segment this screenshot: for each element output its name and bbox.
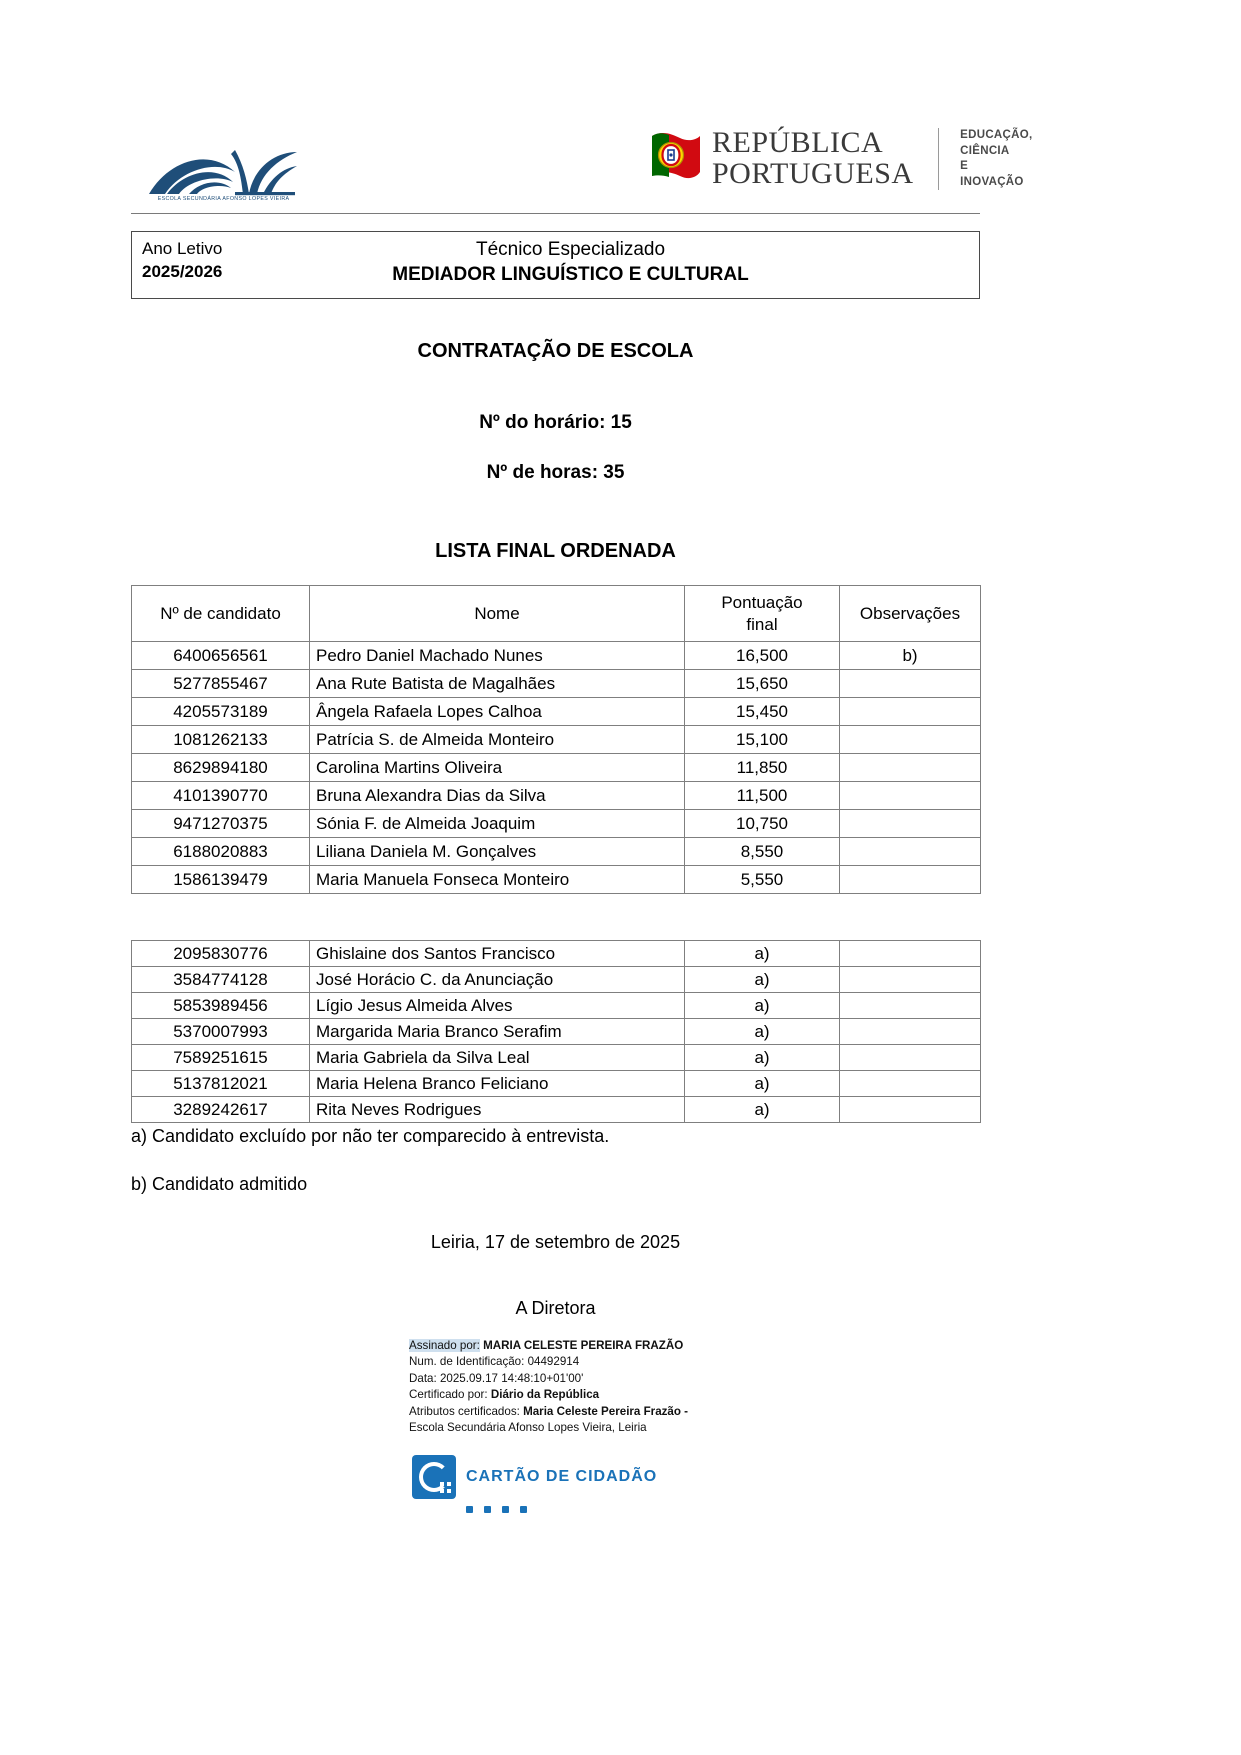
table-row xyxy=(132,782,981,810)
cc-dot-grid-icon xyxy=(440,1482,451,1493)
cell-observacoes xyxy=(840,698,981,726)
signature-attrs-value-1: Maria Celeste Pereira Frazão - xyxy=(523,1404,689,1418)
cell-observacoes xyxy=(840,993,981,1019)
ano-letivo-label: Ano Letivo xyxy=(142,239,223,258)
column-header-numero: Nº de candidato xyxy=(132,586,310,642)
cell-numero-candidato: 1586139479 xyxy=(132,866,310,894)
cell-nome: Carolina Martins Oliveira xyxy=(310,754,685,782)
cell-nome: Liliana Daniela M. Gonçalves xyxy=(310,838,685,866)
cell-observacoes xyxy=(840,1071,981,1097)
cell-pontuacao-final: 8,550 xyxy=(685,838,840,866)
cell-numero-candidato: 6400656561 xyxy=(132,642,310,670)
cell-pontuacao-final: 10,750 xyxy=(685,810,840,838)
signature-id-line xyxy=(409,1354,829,1370)
footnote-a: a) Candidato excluído por não ter comparecido à entrevista. xyxy=(131,1126,610,1146)
cell-numero-candidato: 4205573189 xyxy=(132,698,310,726)
table-row xyxy=(132,993,981,1019)
cell-pontuacao-final: a) xyxy=(685,1071,840,1097)
table-row xyxy=(132,810,981,838)
table-row xyxy=(132,1097,981,1123)
ministry-label xyxy=(960,128,1033,190)
logo-divider xyxy=(938,128,939,190)
cell-numero-candidato: 5137812021 xyxy=(132,1071,310,1097)
cell-observacoes xyxy=(840,810,981,838)
cell-numero-candidato: 5277855467 xyxy=(132,670,310,698)
header-divider-rule xyxy=(131,213,980,214)
signature-attrs-value-2: Escola Secundária Afonso Lopes Vieira, Leiria xyxy=(409,1421,647,1435)
cell-pontuacao-final: a) xyxy=(685,941,840,967)
table-row xyxy=(132,866,981,894)
table-row xyxy=(132,1045,981,1071)
table-row xyxy=(132,1071,981,1097)
cell-pontuacao-final: 16,500 xyxy=(685,642,840,670)
signature-date-value: 2025.09.17 14:48:10+01'00' xyxy=(439,1371,584,1385)
title-box xyxy=(131,231,980,299)
cell-pontuacao-final: a) xyxy=(685,1019,840,1045)
signature-cert-line xyxy=(409,1387,829,1403)
signature-signed-by-line xyxy=(409,1338,829,1354)
course-type: Técnico Especializado xyxy=(475,239,666,260)
cartao-cidadao-label: CARTÃO DE CIDADÃO xyxy=(466,1468,658,1485)
heading-contratacao: CONTRATAÇÃO DE ESCOLA xyxy=(417,340,694,362)
table-row xyxy=(132,670,981,698)
signature-date-label: Data: xyxy=(409,1371,437,1385)
signature-id-value: 04492914 xyxy=(527,1355,580,1369)
cell-nome: Lígio Jesus Almeida Alves xyxy=(310,993,685,1019)
cell-nome: Rita Neves Rodrigues xyxy=(310,1097,685,1123)
table-row xyxy=(132,838,981,866)
cell-nome: Patrícia S. de Almeida Monteiro xyxy=(310,726,685,754)
cell-pontuacao-final: a) xyxy=(685,967,840,993)
cc-dots-decoration xyxy=(466,1506,662,1513)
column-header-nome: Nome xyxy=(310,586,685,642)
cell-nome: Ângela Rafaela Lopes Calhoa xyxy=(310,698,685,726)
document-header xyxy=(131,120,1033,215)
course-title-block xyxy=(312,232,979,287)
cell-nome: Maria Gabriela da Silva Leal xyxy=(310,1045,685,1071)
cell-observacoes xyxy=(840,754,981,782)
ano-letivo-value: 2025/2026 xyxy=(142,261,223,281)
cell-observacoes xyxy=(840,782,981,810)
cell-pontuacao-final: a) xyxy=(685,1097,840,1123)
cell-numero-candidato: 8629894180 xyxy=(132,754,310,782)
footnote-b: b) Candidato admitido xyxy=(131,1174,308,1194)
digital-signature-block xyxy=(409,1338,829,1437)
cell-numero-candidato: 6188020883 xyxy=(132,838,310,866)
cell-observacoes xyxy=(840,670,981,698)
republica-line: REPÚBLICA xyxy=(712,126,884,160)
signature-attrs-label: Atributos certificados: xyxy=(409,1404,520,1418)
signature-signer-name: MARIA CELESTE PEREIRA FRAZÃO xyxy=(483,1339,684,1352)
table-row xyxy=(132,726,981,754)
cell-numero-candidato: 2095830776 xyxy=(132,941,310,967)
signature-date-line xyxy=(409,1371,829,1387)
heading-lista-final-ordenada: LISTA FINAL ORDENADA xyxy=(435,540,676,562)
signature-cert-label: Certificado por: xyxy=(409,1388,488,1402)
cell-observacoes xyxy=(840,838,981,866)
ano-letivo-block xyxy=(132,232,312,284)
cartao-cidadao-icon xyxy=(412,1455,456,1499)
school-logo xyxy=(131,120,361,215)
signatory-role: A Diretora xyxy=(515,1298,596,1318)
ministry-line-2: E INOVAÇÃO xyxy=(960,160,1024,188)
cell-nome: Maria Manuela Fonseca Monteiro xyxy=(310,866,685,894)
cell-nome: José Horácio C. da Anunciação xyxy=(310,967,685,993)
republica-portuguesa-wordmark xyxy=(712,128,914,189)
cell-nome: Ghislaine dos Santos Francisco xyxy=(310,941,685,967)
signature-attrs-line xyxy=(409,1404,829,1420)
cell-observacoes xyxy=(840,866,981,894)
table-row xyxy=(132,698,981,726)
cartao-de-cidadao-logo xyxy=(412,1455,662,1507)
cell-pontuacao-final: 5,550 xyxy=(685,866,840,894)
cell-numero-candidato: 3289242617 xyxy=(132,1097,310,1123)
cell-nome: Margarida Maria Branco Serafim xyxy=(310,1019,685,1045)
cell-pontuacao-final: 11,850 xyxy=(685,754,840,782)
table-row xyxy=(132,941,981,967)
column-header-pontuacao-line1: Pontuação xyxy=(721,593,803,613)
signature-cert-value: Diário da República xyxy=(490,1388,600,1402)
cell-pontuacao-final: a) xyxy=(685,1045,840,1071)
heading-numero-horario: Nº do horário: 15 xyxy=(479,412,632,433)
portugal-flag-icon xyxy=(646,128,702,190)
cell-pontuacao-final: 15,650 xyxy=(685,670,840,698)
cell-pontuacao-final: 15,450 xyxy=(685,698,840,726)
cell-pontuacao-final: 11,500 xyxy=(685,782,840,810)
cell-numero-candidato: 1081262133 xyxy=(132,726,310,754)
signature-id-label: Num. de Identificação: xyxy=(409,1355,525,1369)
cell-observacoes xyxy=(840,1097,981,1123)
signature-assinado-label: Assinado por: xyxy=(409,1339,480,1352)
column-header-pontuacao xyxy=(685,586,840,642)
cell-nome: Bruna Alexandra Dias da Silva xyxy=(310,782,685,810)
table-header-row xyxy=(132,586,981,642)
heading-numero-horas: Nº de horas: 35 xyxy=(486,462,625,483)
republica-portuguesa-logo xyxy=(646,128,1033,190)
table-row xyxy=(132,1019,981,1045)
cell-nome: Sónia F. de Almeida Joaquim xyxy=(310,810,685,838)
cell-numero-candidato: 5370007993 xyxy=(132,1019,310,1045)
cell-nome: Pedro Daniel Machado Nunes xyxy=(310,642,685,670)
cell-numero-candidato: 9471270375 xyxy=(132,810,310,838)
column-header-pontuacao-line2: final xyxy=(746,614,778,634)
course-name: MEDIADOR LINGUÍSTICO E CULTURAL xyxy=(392,263,749,285)
cell-numero-candidato: 3584774128 xyxy=(132,967,310,993)
cell-numero-candidato: 4101390770 xyxy=(132,782,310,810)
place-and-date: Leiria, 17 de setembro de 2025 xyxy=(430,1232,681,1252)
cell-pontuacao-final: a) xyxy=(685,993,840,1019)
school-logo-caption: ESCOLA SECUNDÁRIA AFONSO LOPES VIEIRA xyxy=(157,196,290,202)
cell-observacoes xyxy=(840,1019,981,1045)
ministry-line-1: EDUCAÇÃO, CIÊNCIA xyxy=(960,129,1033,157)
cell-observacoes xyxy=(840,1045,981,1071)
table-row xyxy=(132,754,981,782)
cell-observacoes xyxy=(840,726,981,754)
cell-numero-candidato: 7589251615 xyxy=(132,1045,310,1071)
lista-final-table xyxy=(131,585,981,894)
cell-observacoes: b) xyxy=(840,642,981,670)
cell-nome: Maria Helena Branco Feliciano xyxy=(310,1071,685,1097)
table-row xyxy=(132,967,981,993)
portuguesa-line: PORTUGUESA xyxy=(712,157,914,191)
cell-pontuacao-final: 15,100 xyxy=(685,726,840,754)
cell-observacoes xyxy=(840,941,981,967)
cell-observacoes xyxy=(840,967,981,993)
cell-numero-candidato: 5853989456 xyxy=(132,993,310,1019)
cell-nome: Ana Rute Batista de Magalhães xyxy=(310,670,685,698)
table-row xyxy=(132,642,981,670)
column-header-observacoes: Observações xyxy=(840,586,981,642)
excluidos-table xyxy=(131,940,981,1123)
